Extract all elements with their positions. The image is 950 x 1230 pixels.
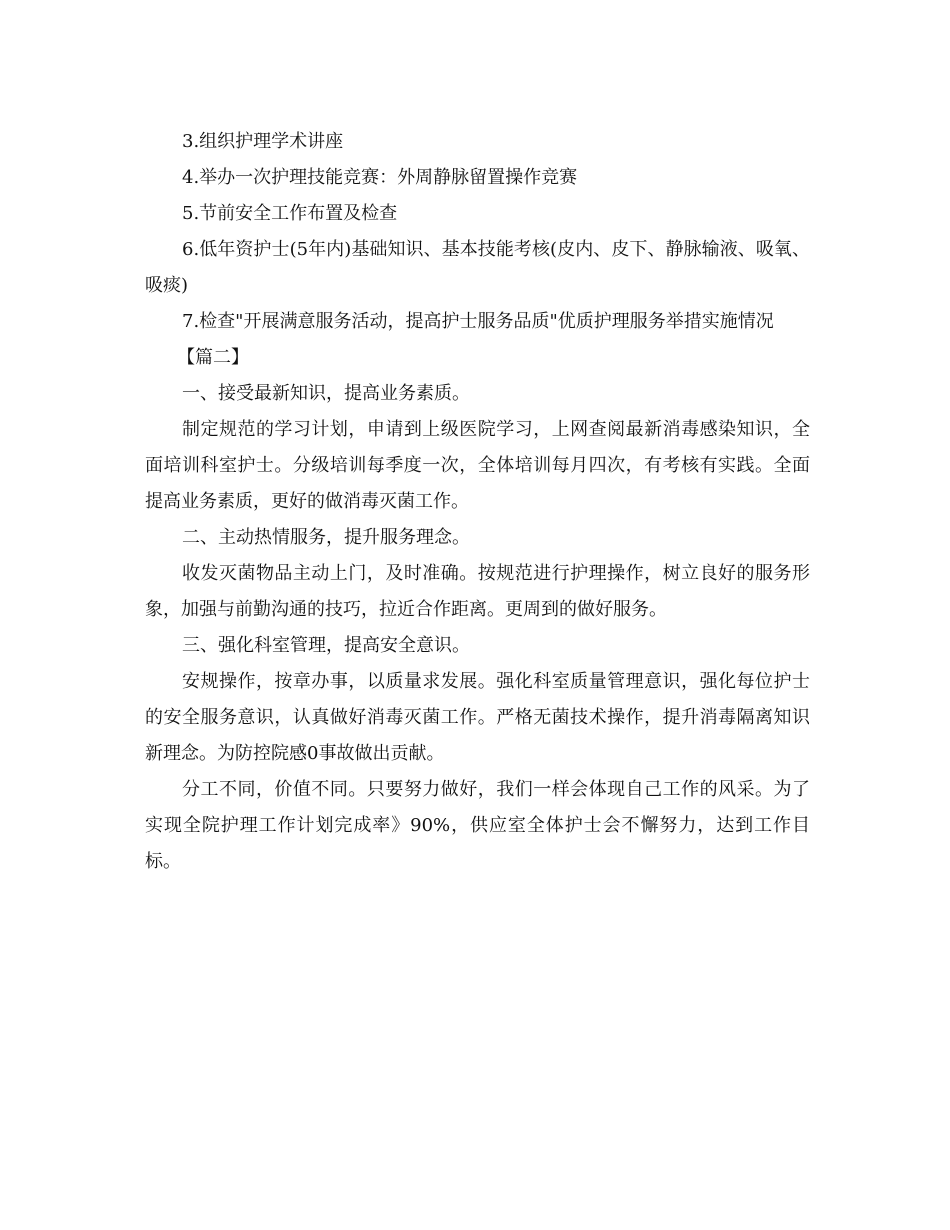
body-paragraph-2: 收发灭菌物品主动上门，及时准确。按规范进行护理操作，树立良好的服务形象，加强与前勤沟通的技巧，拉近合作距离。更周到的做好服务。 xyxy=(145,563,810,620)
list-item-3: 3.组织护理学术讲座 xyxy=(182,131,344,152)
closing-paragraph: 分工不同，价值不同。只要努力做好，我们一样会体现自己工作的风采。为了实现全院护理工作计划完成率》90%，供应室全体护士会不懈努力，达到工作目标。 xyxy=(145,779,810,872)
list-item-7: 7.检查"开展满意服务活动，提高护士服务品质"优质护理服务举措实施情况 xyxy=(182,311,774,332)
heading-2: 二、主动热情服务，提升服务理念。 xyxy=(182,527,470,548)
list-item-5: 5.节前安全工作布置及检查 xyxy=(182,203,398,224)
heading-1: 一、接受最新知识，提高业务素质。 xyxy=(182,383,470,404)
body-paragraph-1: 制定规范的学习计划，申请到上级医院学习，上网查阅最新消毒感染知识，全面培训科室护士。分级培训每季度一次，全体培训每月四次，有考核有实践。全面提高业务素质，更好的做消毒灭菌工作。 xyxy=(145,419,810,512)
list-item-6: 6.低年资护士(5年内)基础知识、基本技能考核(皮内、皮下、静脉输液、吸氧、吸痰) xyxy=(145,239,810,296)
list-item-4: 4.举办一次护理技能竞赛：外周静脉留置操作竞赛 xyxy=(182,167,578,188)
body-paragraph-3: 安规操作，按章办事，以质量求发展。强化科室质量管理意识，强化每位护士的安全服务意识，认真做好消毒灭菌工作。严格无菌技术操作，提升消毒隔离知识新理念。为防控院感0事故做出贡献。 xyxy=(145,671,810,764)
section-title: 【篇二】 xyxy=(177,347,249,368)
heading-3: 三、强化科室管理，提高安全意识。 xyxy=(182,635,470,656)
document-body xyxy=(145,124,810,880)
